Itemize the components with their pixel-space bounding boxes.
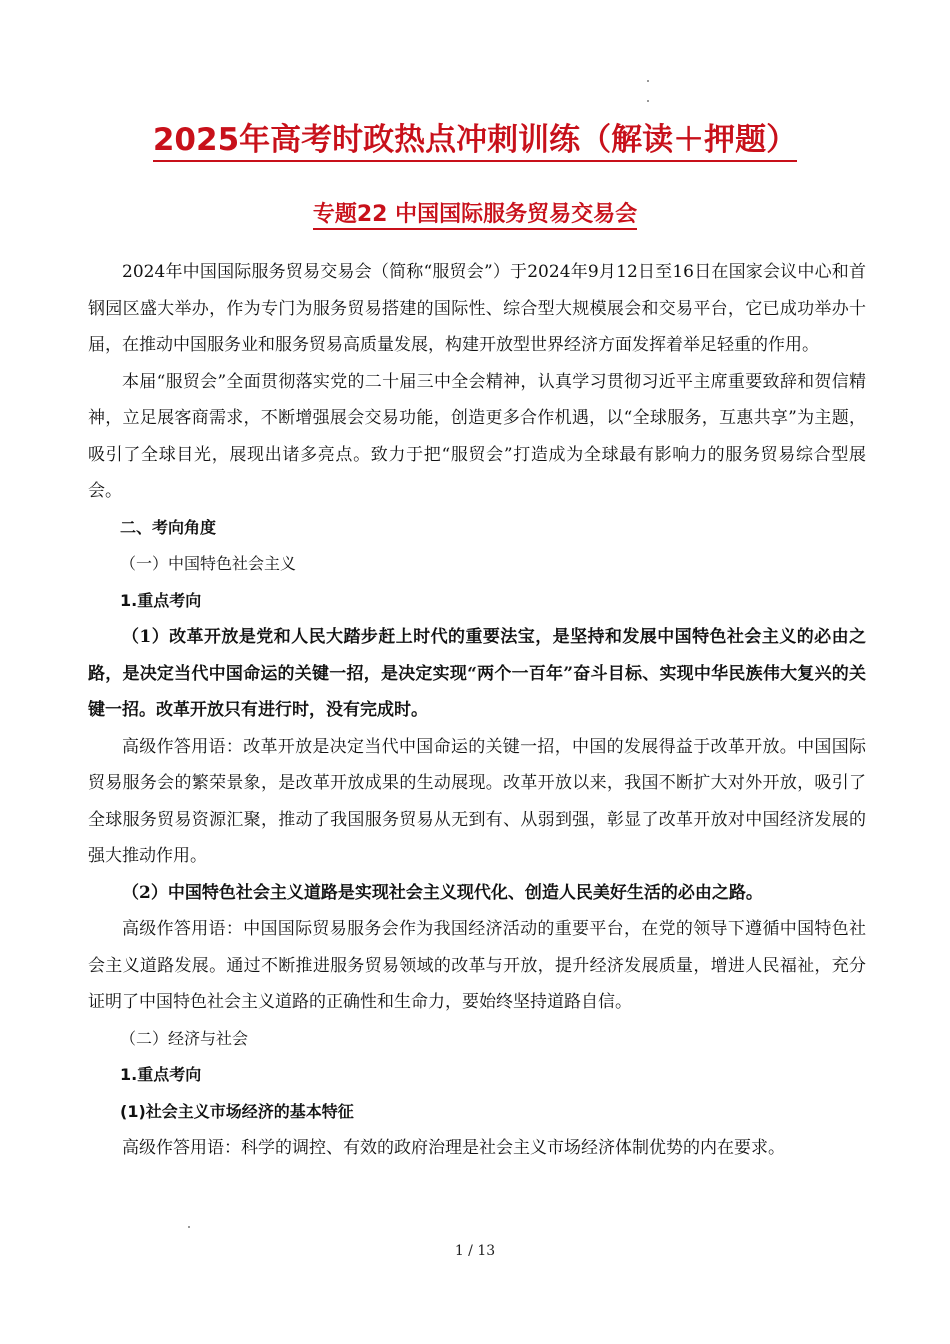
key-point-market-economy: (1)社会主义市场经济的基本特征 [120, 1101, 354, 1121]
answer-reform: 高级作答用语：改革开放是决定当代中国命运的关键一招，中国的发展得益于改革开放。中国国际贸易服务会的繁荣景象，是改革开放成果的生动展现。改革开放以来，我国不断扩大对外开放，吸引了全球服务贸易资源汇聚，推动了我国服务贸易从无到有、从弱到强，彰显了改革开放对中国经济发展的强大推动作用。 [88, 736, 866, 866]
key-direction-heading-economy: 1.重点考向 [120, 1065, 202, 1084]
subsection-heading: （一）中国特色社会主义 [120, 554, 297, 573]
scan-dot [647, 100, 649, 102]
key-point-reform: （1）改革开放是党和人民大踏步赶上时代的重要法宝，是坚持和发展中国特色社会主义的必由之路，是决定当代中国命运的关键一招，是决定实现“两个一百年”奋斗目标、实现中华民族伟大复兴的关键一招。改革开放只有进行时，没有完成时。 [88, 627, 866, 720]
paragraph-intro: 2024年中国国际服务贸易交易会（简称“服贸会”）于2024年9月12日至16日在国家会议中心和首钢园区盛大举办，作为专门为服务贸易搭建的国际性、综合型大规模展会和交易平台，它已成功举办十届，在推动中国服务业和服务贸易高质量发展，构建开放型世界经济方面发挥着举足轻重的作用。 [88, 262, 866, 355]
document-subtitle [0, 198, 950, 232]
key-direction-heading: 1.重点考向 [120, 590, 202, 610]
answer-road: 高级作答用语：中国国际贸易服务会作为我国经济活动的重要平台，在党的领导下遵循中国特色社会主义道路发展。通过不断推进服务贸易领域的改革与开放，提升经济发展质量，增进人民福祉，充分证明了中国特色社会主义道路的正确性和生命力，要始终坚持道路自信。 [88, 919, 866, 1012]
scan-dot [188, 1226, 190, 1228]
answer-market-economy: 高级作答用语：科学的调控、有效的政府治理是社会主义市场经济体制优势的内在要求。 [122, 1138, 785, 1158]
paragraph-theme: 本届“服贸会”全面贯彻落实党的二十届三中全会精神，认真学习贯彻习近平主席重要致辞和贺信精神，立足展客商需求，不断增强展会交易功能，创造更多合作机遇，以“全球服务，互惠共享”为主题，吸引了全球目光，展现出诸多亮点。致力于把“服贸会”打造成为全球最有影响力的服务贸易综合型展会。 [88, 371, 866, 501]
subsection-heading-economy: （二）经济与社会 [120, 1028, 249, 1048]
scan-dot [647, 80, 649, 82]
document-subtitle-text: 专题22 中国国际服务贸易交易会 [313, 202, 637, 230]
document-title [0, 118, 950, 162]
key-point-road: （2）中国特色社会主义道路是实现社会主义现代化、创造人民美好生活的必由之路。 [122, 882, 763, 903]
section-heading: 二、考向角度 [120, 517, 217, 537]
page-number: 1 / 13 [454, 1243, 496, 1259]
document-body [88, 254, 866, 1167]
document-title-text: 2025年高考时政热点冲刺训练（解读＋押题） [153, 122, 797, 162]
